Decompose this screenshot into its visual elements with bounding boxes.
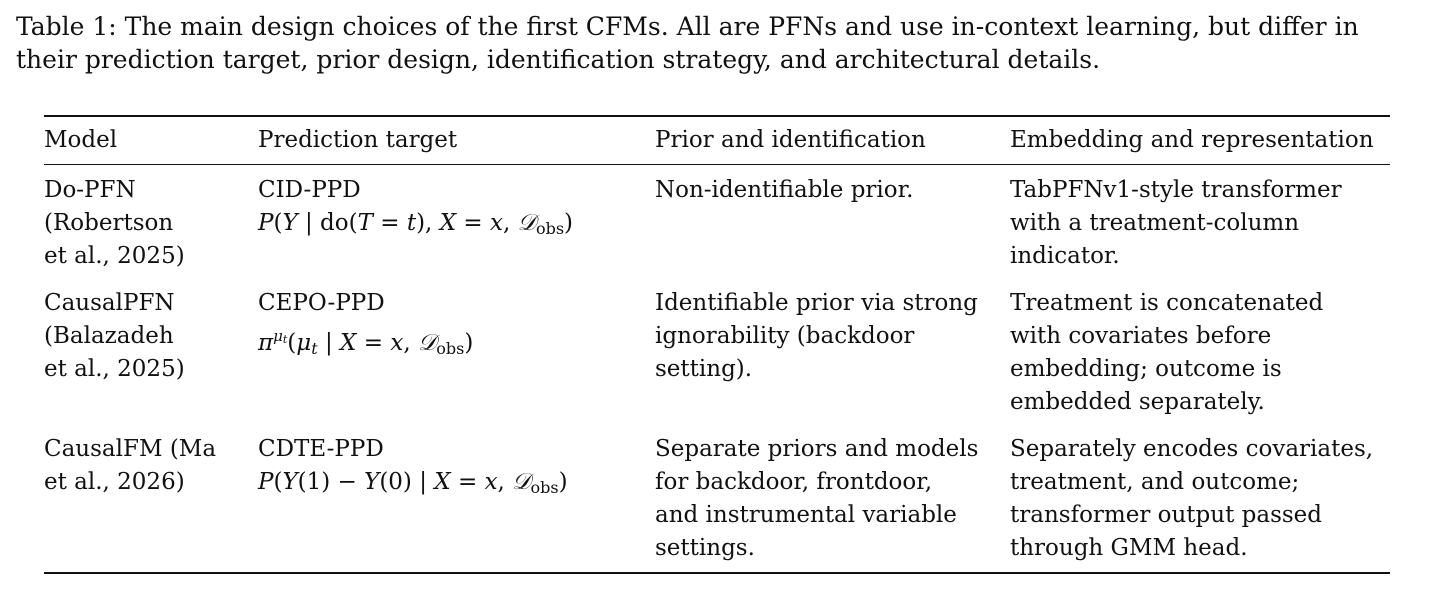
model-line: et al., 2026) <box>44 469 185 495</box>
model-line: CausalFM (Ma <box>44 436 217 462</box>
embedding-cell <box>1010 287 1390 419</box>
prior-line: setting). <box>655 356 753 382</box>
table-row <box>44 165 1390 278</box>
model-line: (Robertson <box>44 210 174 236</box>
target-formula: P(Y | do(T = t), X = x, 𝒟$_{obs}$) <box>258 210 574 238</box>
embedding-line: with covariates before <box>1010 323 1272 349</box>
table-row <box>44 278 1390 424</box>
embedding-line: TabPFNv1-style transformer <box>1010 177 1342 203</box>
header-prediction-target: Prediction target <box>258 127 458 153</box>
embedding-line: indicator. <box>1010 243 1120 269</box>
bottom-rule <box>44 572 1390 574</box>
model-cell <box>44 174 258 273</box>
embedding-line: embedded separately. <box>1010 389 1265 415</box>
prior-line: Identifiable prior via strong <box>655 290 978 316</box>
embedding-line: treatment, and outcome; <box>1010 469 1300 495</box>
model-line: et al., 2025) <box>44 243 185 269</box>
prior-line: for backdoor, frontdoor, <box>655 469 933 495</box>
model-cell <box>44 287 258 419</box>
embedding-line: transformer output passed <box>1010 502 1323 528</box>
target-name: CDTE-PPD <box>258 436 384 462</box>
embedding-line: with a treatment-column <box>1010 210 1300 236</box>
target-cell <box>258 174 655 273</box>
design-choices-table <box>44 115 1390 574</box>
target-formula: $\pi^{\mu t}(\mu_t$ | X = x, 𝒟$_{obs}$) <box>258 327 474 358</box>
prior-line: ignorability (backdoor <box>655 323 915 349</box>
prior-cell <box>655 174 1010 273</box>
target-cell <box>258 287 655 419</box>
model-cell <box>44 433 258 565</box>
table-header-row <box>44 117 1390 164</box>
header-embedding-representation: Embedding and representation <box>1010 127 1374 153</box>
embedding-line: Separately encodes covariates, <box>1010 436 1374 462</box>
table-row <box>44 424 1390 570</box>
prior-line: settings. <box>655 535 755 561</box>
header-model: Model <box>44 127 118 153</box>
embedding-line: embedding; outcome is <box>1010 356 1282 382</box>
prior-cell <box>655 287 1010 419</box>
embedding-line: through GMM head. <box>1010 535 1248 561</box>
model-line: Do-PFN <box>44 177 136 203</box>
model-line: CausalPFN <box>44 290 175 316</box>
embedding-cell <box>1010 433 1390 565</box>
prior-line: Separate priors and models <box>655 436 979 462</box>
embedding-cell <box>1010 174 1390 273</box>
target-name: CEPO-PPD <box>258 290 385 316</box>
target-formula: P(Y(1) − Y(0) | X = x, 𝒟$_{obs}$) <box>258 469 568 497</box>
caption-line-1: Table 1: The main design choices of the first CFMs. All are PFNs and use in-context learning, but differ in <box>16 12 1359 41</box>
target-name: CID-PPD <box>258 177 361 203</box>
embedding-line: Treatment is concatenated <box>1010 290 1324 316</box>
prior-line: and instrumental variable <box>655 502 957 528</box>
header-prior-identification: Prior and identification <box>655 127 926 153</box>
table-caption <box>16 10 1421 76</box>
model-line: et al., 2025) <box>44 356 185 382</box>
target-cell <box>258 433 655 565</box>
prior-cell <box>655 433 1010 565</box>
caption-line-2: their prediction target, prior design, identification strategy, and architectural details. <box>16 45 1101 74</box>
model-line: (Balazadeh <box>44 323 174 349</box>
prior-line: Non-identifiable prior. <box>655 177 914 203</box>
